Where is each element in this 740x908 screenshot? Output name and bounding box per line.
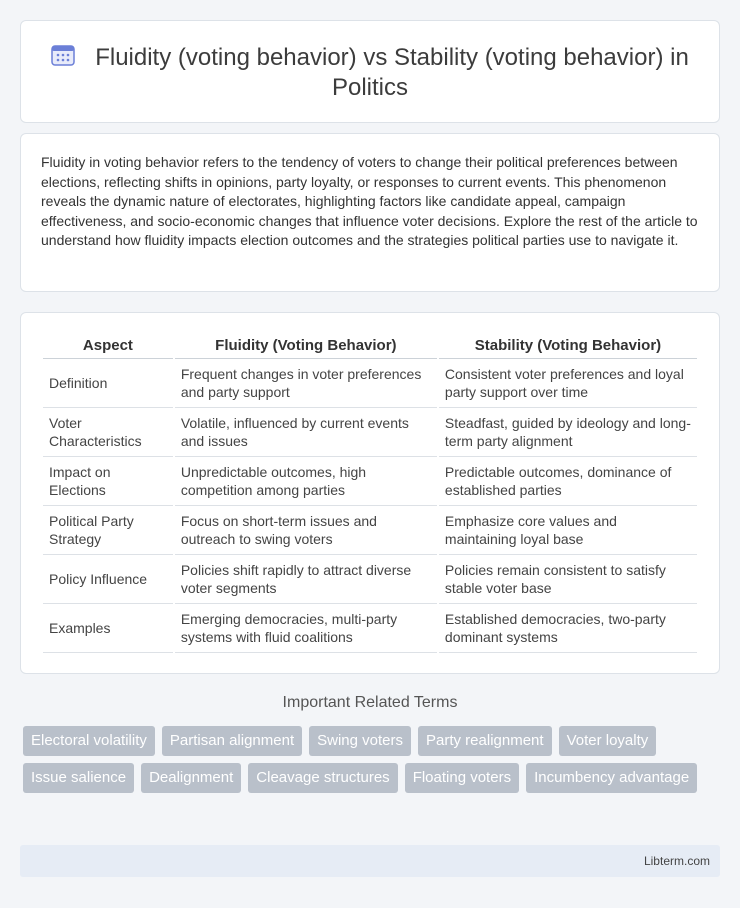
intro-card bbox=[20, 133, 720, 292]
related-terms-list bbox=[23, 726, 723, 793]
row-fluidity: Policies shift rapidly to attract diverse voter segments bbox=[175, 555, 437, 604]
table-row bbox=[43, 408, 697, 457]
table-row bbox=[43, 555, 697, 604]
intro-paragraph: Fluidity in voting behavior refers to the tendency of voters to change their political preferences between elections, reflecting shifts in opinions, party loyalty, or responses to current events. This phenomenon reveals the dynamic nature of electorates, highlighting factors like candidate appeal, campaign effectiveness, and socio-economic changes that influence voter decisions. Explore the rest of the article to understand how fluidity impacts election outcomes and the strategies political parties use to navigate it. bbox=[41, 154, 698, 249]
row-aspect: Definition bbox=[43, 359, 173, 408]
related-term-tag[interactable]: Partisan alignment bbox=[162, 726, 302, 756]
comparison-table-card bbox=[20, 312, 720, 674]
related-term-tag[interactable]: Floating voters bbox=[405, 763, 519, 793]
related-term-tag[interactable]: Voter loyalty bbox=[559, 726, 657, 756]
row-stability: Steadfast, guided by ideology and long-term party alignment bbox=[439, 408, 697, 457]
row-fluidity: Volatile, influenced by current events and issues bbox=[175, 408, 437, 457]
comparison-table bbox=[41, 333, 699, 653]
related-term-tag[interactable]: Swing voters bbox=[309, 726, 411, 756]
header-stability: Stability (Voting Behavior) bbox=[439, 333, 697, 359]
row-fluidity: Emerging democracies, multi-party systems with fluid coalitions bbox=[175, 604, 437, 653]
related-terms-title: Important Related Terms bbox=[282, 694, 458, 711]
row-aspect: Impact on Elections bbox=[43, 457, 173, 506]
calendar-icon bbox=[51, 44, 75, 66]
related-term-tag[interactable]: Dealignment bbox=[141, 763, 241, 793]
row-fluidity: Unpredictable outcomes, high competition among parties bbox=[175, 457, 437, 506]
page-title-text: Fluidity (voting behavior) vs Stability (voting behavior) in Politics bbox=[95, 44, 689, 101]
row-stability: Established democracies, two-party dominant systems bbox=[439, 604, 697, 653]
table-row bbox=[43, 506, 697, 555]
row-stability: Predictable outcomes, dominance of established parties bbox=[439, 457, 697, 506]
row-fluidity: Frequent changes in voter preferences and party support bbox=[175, 359, 437, 408]
row-stability: Emphasize core values and maintaining loyal base bbox=[439, 506, 697, 555]
header-aspect: Aspect bbox=[43, 333, 173, 359]
row-aspect: Examples bbox=[43, 604, 173, 653]
row-aspect: Political Party Strategy bbox=[43, 506, 173, 555]
row-stability: Policies remain consistent to satisfy stable voter base bbox=[439, 555, 697, 604]
footer bbox=[20, 845, 720, 877]
row-fluidity: Focus on short-term issues and outreach to swing voters bbox=[175, 506, 437, 555]
header-fluidity: Fluidity (Voting Behavior) bbox=[175, 333, 437, 359]
related-term-tag[interactable]: Electoral volatility bbox=[23, 726, 155, 756]
header-card bbox=[20, 20, 720, 123]
table-header-row bbox=[43, 333, 697, 359]
related-term-tag[interactable]: Issue salience bbox=[23, 763, 134, 793]
related-term-tag[interactable]: Incumbency advantage bbox=[526, 763, 697, 793]
table-row bbox=[43, 604, 697, 653]
row-stability: Consistent voter preferences and loyal party support over time bbox=[439, 359, 697, 408]
table-row bbox=[43, 359, 697, 408]
row-aspect: Policy Influence bbox=[43, 555, 173, 604]
related-term-tag[interactable]: Cleavage structures bbox=[248, 763, 397, 793]
related-term-tag[interactable]: Party realignment bbox=[418, 726, 552, 756]
row-aspect: Voter Characteristics bbox=[43, 408, 173, 457]
page-title bbox=[51, 43, 689, 103]
footer-brand[interactable]: Libterm.com bbox=[643, 854, 710, 868]
table-row bbox=[43, 457, 697, 506]
